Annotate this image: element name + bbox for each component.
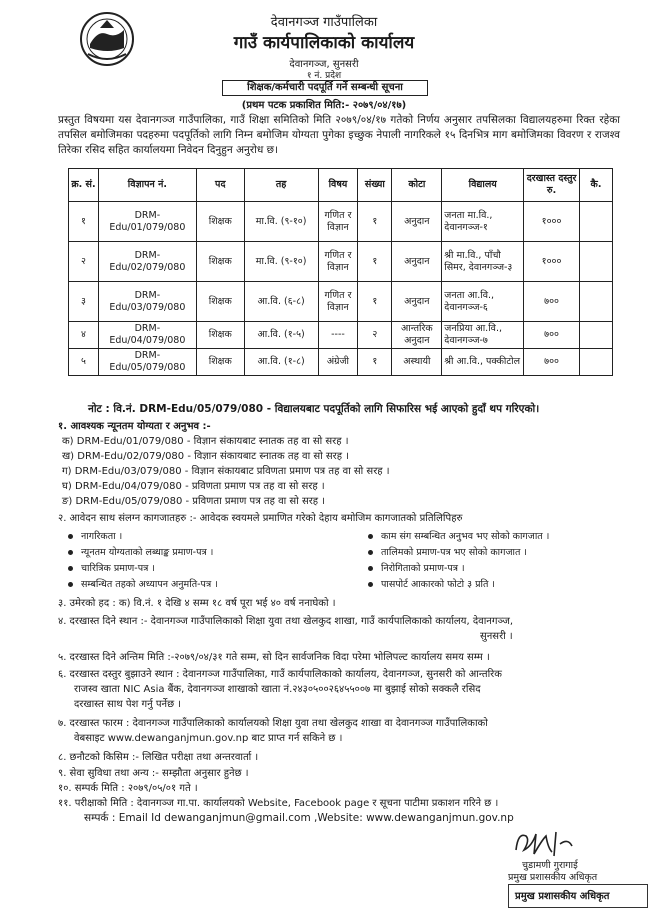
section-fee-place-cont: राजस्व खाता NIC Asia बैंक, देवानगञ्ज शाखाको खाता नं.२४३०५००२६४५५००७ मा बुझाई सोको सक्कलै रसिद	[74, 684, 481, 695]
cell-sn: ४	[69, 322, 99, 349]
section-application-place: ४. दरखास्त दिने स्थान :- देवानगञ्ज गाउँपालिकाको शिक्षा युवा तथा खेलकुद शाखा, गाउँ कार्यपालिकाको कार्यालय, देवानगञ्ज,	[58, 616, 514, 627]
cell-remark	[580, 349, 613, 376]
cell-remark	[580, 242, 613, 282]
cell-quota: अनुदान	[392, 202, 442, 242]
cell-school: श्री मा.वि., पाँचौ सिमर, देवानगञ्ज-३	[442, 242, 524, 282]
cell-subject: गणित र विज्ञान	[318, 242, 358, 282]
cell-remark	[580, 282, 613, 322]
list-item: तालिमको प्रमाण-पत्र भए सोको कागजात ।	[364, 545, 624, 561]
bullet-icon	[368, 550, 373, 555]
cell-school: जनता आ.वि., देवानगञ्ज-६	[442, 282, 524, 322]
cell-ad-no: DRM-Edu/02/079/080	[98, 242, 196, 282]
signature-icon	[512, 826, 576, 860]
cell-sn: २	[69, 242, 99, 282]
cell-quota: अनुदान	[392, 242, 442, 282]
cell-quota: अनुदान	[392, 282, 442, 322]
table-row	[69, 349, 613, 376]
section-contact-date: १०. सम्पर्क मिति : २०७९/०५/०१ गते ।	[58, 783, 198, 794]
cell-ad-no: DRM-Edu/03/079/080	[98, 282, 196, 322]
cell-level: मा.वि. (९-१०)	[244, 202, 318, 242]
cell-quota: अस्थायी	[392, 349, 442, 376]
contact-line: सम्पर्क : Email Id dewanganjmun@gmail.com ,Website: www.dewanganjmun.gov.np	[84, 812, 514, 824]
table-row	[69, 202, 613, 242]
table-row	[69, 242, 613, 282]
section-age-limit: ३. उमेरको हद : क) वि.नं. १ देखि ४ सम्म १८ वर्ष पूरा भई ४० वर्ष ननाघेको ।	[58, 598, 336, 609]
column-header: कै.	[580, 169, 613, 202]
cell-post: शिक्षक	[196, 282, 244, 322]
cell-sn: ५	[69, 349, 99, 376]
cell-level: आ.वि. (१-५)	[244, 322, 318, 349]
section-application-form: ७. दरखास्त फारम : देवानगञ्ज गाउँपालिकाको कार्यालयको शिक्षा युवा तथा खेलकुद शाखा वा देवानगञ्ज गाउँपालिकाको	[58, 718, 488, 729]
column-header: विद्यालय	[442, 169, 524, 202]
column-header: संख्या	[358, 169, 392, 202]
cell-fee: १०००	[524, 242, 580, 282]
bullet-icon	[68, 550, 73, 555]
section-selection-method: ८. छनौटको किसिम :- लिखित परीक्षा तथा अन्तरवार्ता ।	[58, 752, 259, 763]
section-application-form-cont: वेबसाइट www.dewanganjmun.gov.np बाट प्राप्त गर्न सकिने छ ।	[74, 733, 343, 744]
signer-title: प्रमुख प्रशासकीय अधिकृत	[508, 872, 598, 883]
table-note: नोट : वि.नं. DRM-Edu/05/079/080 - विद्यालयबाट पदपूर्तिको लागि सिफारिस भई आएको हुदाँ थप गरिएको।	[88, 403, 540, 415]
cell-school: श्री आ.वि., पक्कीटोल	[442, 349, 524, 376]
list-item: काम संग सम्बन्धित अनुभव भए सोको कागजात ।	[364, 529, 624, 545]
cell-post: शिक्षक	[196, 202, 244, 242]
column-header: विषय	[318, 169, 358, 202]
cell-remark	[580, 202, 613, 242]
office-address: देवानगञ्ज, सुनसरी	[289, 59, 359, 70]
cell-sn: ३	[69, 282, 99, 322]
list-item: चारित्रिक प्रमाण-पत्र ।	[64, 561, 364, 577]
vacancy-table	[68, 168, 613, 376]
cell-post: शिक्षक	[196, 349, 244, 376]
municipality-name: देवानगञ्ज गाउँपालिका	[270, 15, 378, 30]
bullet-icon	[68, 534, 73, 539]
cell-subject: गणित र विज्ञान	[318, 282, 358, 322]
column-header: दरखास्त दस्तुर रु.	[524, 169, 580, 202]
section-documents-title: २. आवेदन साथ संलग्न कागजातहरु :- आवेदक स्वयमले प्रमाणित गरेको देहाय बमोजिम कागजातको प्रतिलिपिहरु	[58, 513, 463, 524]
cell-school: जनप्रिया आ.वि., देवानगञ्ज-७	[442, 322, 524, 349]
cell-sn: १	[69, 202, 99, 242]
documents-list	[64, 529, 624, 593]
signer-name: चुडामणी गुरागाई	[522, 860, 578, 871]
cell-subject: अंग्रेजी	[318, 349, 358, 376]
cell-level: आ.वि. (६-८)	[244, 282, 318, 322]
cell-count: १	[358, 242, 392, 282]
cell-quota: आन्तरिक अनुदान	[392, 322, 442, 349]
cell-count: १	[358, 349, 392, 376]
section-qualification-title: १. आवश्यक न्यूनतम योग्यता र अनुभव :-	[58, 421, 211, 432]
qualification-item: ग) DRM-Edu/03/079/080 - विज्ञान संकायबाट प्रविणता प्रमाण पत्र तह वा सो सरह ।	[62, 466, 390, 477]
notice-intro: प्रस्तुत विषयमा यस देवानगञ्ज गाउँपालिका, गाउँ शिक्षा समितिको मिति २०७९/०४/१७ गतेको निर्णय अनुसार तपसिलका विद्यालयहरुमा रिक्त रहेका तपसिल बमोजिमका पदहरुमा पदपूर्तिको लागि निम्न बमोजिम योग्यता पुगेका इच्छुक नेपाली नागरिकले १५ दिनभित्र माग बमोजिमका विवरण र राजश्व तिरेका रसिद सहित कार्यालयमा निवेदन दिनुहुन अनुरोध छ।	[58, 114, 620, 156]
office-name: गाउँ कार्यपालिकाको कार्यालय	[233, 33, 415, 53]
qualification-item: ङ) DRM-Edu/05/079/080 - प्रविणता प्रमाण पत्र तह वा सो सरह ।	[62, 496, 326, 507]
list-item: सम्बन्धित तहको अध्यापन अनुमति-पत्र ।	[64, 577, 364, 593]
table-row	[69, 282, 613, 322]
section-fee-place: ६. दरखास्त दस्तुर बुझाउने स्थान : देवानगञ्ज गाउँपालिका, गाउँ कार्यपालिकाको कार्यालय, देवानगञ्ज, सुनसरी को आन्तरिक	[58, 669, 502, 680]
column-header: तह	[244, 169, 318, 202]
cell-remark	[580, 322, 613, 349]
column-header: क्र. सं.	[69, 169, 99, 202]
section-fee-place-cont: दरखास्त साथ पेश गर्नु पर्नेछ ।	[74, 699, 182, 710]
province-name: १ नं. प्रदेश	[306, 71, 342, 81]
cell-count: २	[358, 322, 392, 349]
cell-fee: ७००	[524, 349, 580, 376]
cell-count: १	[358, 202, 392, 242]
cell-count: १	[358, 282, 392, 322]
notice-title: शिक्षक/कर्मचारी पदपूर्ति गर्ने सम्बन्धी सूचना	[222, 80, 428, 96]
bullet-icon	[68, 582, 73, 587]
cell-subject: गणित र विज्ञान	[318, 202, 358, 242]
bullet-icon	[68, 566, 73, 571]
list-item: न्यूनतम योग्यताको लब्धाङ्क प्रमाण-पत्र ।	[64, 545, 364, 561]
section-exam-date: ११. परीक्षाको मिति : देवानगञ्ज गा.पा. कार्यालयको Website, Facebook page र सूचना पाटीमा प्रकाशन गरिने छ ।	[58, 798, 499, 809]
column-header: पद	[196, 169, 244, 202]
table-row	[69, 322, 613, 349]
column-header: विज्ञापन नं.	[98, 169, 196, 202]
cell-fee: १०००	[524, 202, 580, 242]
qualification-item: ख) DRM-Edu/02/079/080 - विज्ञान संकायबाट स्नातक तह वा सो सरह ।	[62, 451, 350, 462]
list-item: पासपोर्ट आकारको फोटो ३ प्रति ।	[364, 577, 624, 593]
section-benefits: ९. सेवा सुविधा तथा अन्य :- सम्झौता अनुसार हुनेछ ।	[58, 768, 249, 779]
cell-school: जनता मा.वि., देवानगञ्ज-१	[442, 202, 524, 242]
cell-ad-no: DRM-Edu/04/079/080	[98, 322, 196, 349]
bullet-icon	[368, 534, 373, 539]
cell-level: आ.वि. (१-८)	[244, 349, 318, 376]
cell-fee: ७००	[524, 282, 580, 322]
table-header-row	[69, 169, 613, 202]
bullet-icon	[368, 566, 373, 571]
cell-post: शिक्षक	[196, 322, 244, 349]
cell-subject: ----	[318, 322, 358, 349]
bullet-icon	[368, 582, 373, 587]
signer-stamp: प्रमुख प्रशासकीय अधिकृत	[508, 884, 648, 908]
cell-post: शिक्षक	[196, 242, 244, 282]
cell-ad-no: DRM-Edu/05/079/080	[98, 349, 196, 376]
section-application-place-cont: सुनसरी ।	[480, 631, 513, 642]
qualification-item: घ) DRM-Edu/04/079/080 - प्रविणता प्रमाण पत्र तह वा सो सरह ।	[62, 481, 325, 492]
notice-publish-date: (प्रथम पटक प्रकाशित मिति:- २०७९/०४/१७)	[241, 100, 407, 111]
cell-fee: ७००	[524, 322, 580, 349]
qualification-item: क) DRM-Edu/01/079/080 - विज्ञान संकायबाट स्नातक तह वा सो सरह ।	[62, 436, 349, 447]
cell-ad-no: DRM-Edu/01/079/080	[98, 202, 196, 242]
section-deadline: ५. दरखास्त दिने अन्तिम मिति :-२०७९/०४/३१ गते सम्म, सो दिन सार्वजनिक विदा परेमा भोलिपल्ट कार्यालय समय सम्म ।	[58, 652, 490, 663]
list-item: निरोगिताको प्रमाण-पत्र ।	[364, 561, 624, 577]
list-item: नागरिकता ।	[64, 529, 364, 545]
column-header: कोटा	[392, 169, 442, 202]
cell-level: मा.वि. (९-१०)	[244, 242, 318, 282]
